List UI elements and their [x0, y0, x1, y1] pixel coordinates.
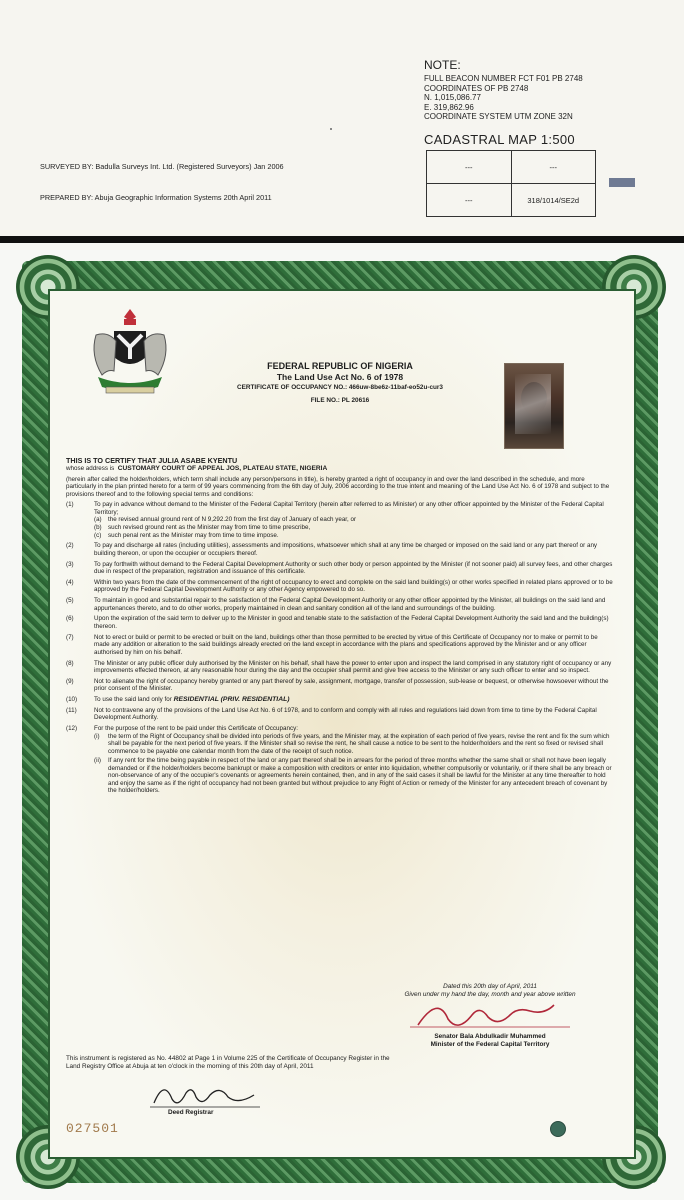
table-cell: --- [511, 151, 596, 184]
note-line: COORDINATE SYSTEM UTM ZONE 32N [424, 112, 573, 121]
dated-line: Dated this 20th day of April, 2011 [443, 983, 537, 990]
clause-11 [66, 707, 614, 722]
serial-number: 027501 [66, 1121, 119, 1136]
clause-text: To pay in advance without demand to the Minister of the Federal Capital Territory (herein after referred to as Minister) or any other officer appointed by the Minister of the Federal Capital Territory; [94, 501, 604, 516]
clause-10 [66, 696, 614, 704]
signer-block [380, 1033, 600, 1049]
clause-number: (1) [66, 501, 74, 509]
clause-text: To pay forthwith without demand to the Federal Capital Development Authority or such other body or person appointed by the Minister (if not sooner paid) all survey fees, and other charges due in respect of the preparation, registration and issuance of this certificate. [94, 560, 613, 576]
header-country: FEDERAL REPUBLIC OF NIGERIA [267, 361, 413, 371]
security-seal-icon [550, 1121, 566, 1137]
land-use-prefix: To use the said land only for [94, 696, 172, 704]
cadastral-map-sheet [0, 0, 684, 236]
color-chip [609, 178, 635, 187]
holder-photo [504, 363, 564, 449]
coat-of-arms-icon [84, 305, 176, 397]
surveyed-by: SURVEYED BY: Badulla Surveys Int. Ltd. (Registered Surveyors) Jan 2006 [40, 162, 284, 171]
sub-text: such revised ground rent as the Minister may from time to time prescribe, [108, 524, 311, 532]
clause-9 [66, 678, 614, 693]
certificate-of-occupancy [0, 243, 684, 1200]
clause-text: To pay and discharge all rates (including utilities), assessments and impositions, whatsoever which shall at any time be charged or imposed on the said land or any part thereof or any building thereon, or upon the occupier or occupiers thereof. [94, 542, 598, 557]
clause-text: Not to erect or build or permit to be erected or built on the land, buildings other than those permitted to be erected by virtue of this Certificate of Occupancy nor to make or permit to be made any addition or alteration to the said buildings already erected on the land except in accordance with the plans and specifications approved by the Minister and or any officer authorised by him on his behalf. [94, 633, 598, 656]
address-line [66, 465, 614, 473]
table-cell: --- [427, 184, 512, 217]
signer-name: Senator Bala Abdulkadir Muhammed [434, 1033, 546, 1040]
signer-title: Minister of the Federal Capital Territory [430, 1041, 550, 1048]
photo-glare [515, 374, 551, 434]
clause-text: Not to alienate the right of occupancy hereby granted or any part thereof by sale, assignment, mortgage, transfer of possession, sub-lease or bequest, or otherwise howsoever without the prior consent of the Minister. [94, 677, 609, 693]
clause-text: For the purpose of the rent to be paid under this Certificate of Occupancy: [94, 725, 298, 733]
sub-clause [94, 532, 614, 540]
note-line: N. 1,015,086.77 [424, 93, 481, 102]
sub-number: (a) [94, 516, 102, 524]
sub-number: (ii) [94, 757, 101, 765]
clause-5 [66, 597, 614, 612]
sub-text: If any rent for the time being payable in respect of the land or any part thereof shall be in arrears for the period of three months whether the same shall or shall not have been legally demanded or if the holder/holders become bankrupt or make a composition with creditors or enter into liquidation, whether compulsorily or voluntarily, or if there shall be any breach or non-observance of any of the occupier's covenants or agreements herein contained, then, and in any of the said cases it shall be lawful for the Minister at any time thereafter to hold and enjoy the same as if the right of occupancy had not been granted but without prejudice to any Right of Action or remedy of the Minister for any antecedent breach of covenant by the holder/holders. [108, 757, 612, 795]
clause-number: (12) [66, 725, 78, 733]
clause-number: (3) [66, 560, 74, 568]
note-line: COORDINATES OF PB 2748 [424, 83, 529, 93]
clause-6 [66, 615, 614, 630]
table-cell: --- [427, 151, 512, 184]
clause-4 [66, 579, 614, 594]
page-divider [0, 236, 684, 243]
note-title: NOTE: [424, 58, 461, 72]
cadastral-map-title: CADASTRAL MAP 1:500 [424, 132, 575, 147]
registration-note: This instrument is registered as No. 44802 at Page 1 in Volume 225 of the Certificate of Occupancy Register in the Land Registry Office at Abuja at ten o'clock in the morning of this 20th day of April, 2011 [66, 1055, 390, 1070]
land-use-type: RESIDENTIAL (PRIV. RESIDENTIAL) [173, 696, 290, 704]
holder-address: CUSTOMARY COURT OF APPEAL JOS, PLATEAU STATE, NIGERIA [117, 465, 328, 472]
clause-number: (4) [66, 578, 74, 586]
cadastral-table [426, 150, 596, 217]
minister-signature [400, 999, 580, 1031]
clause-8 [66, 660, 614, 675]
note-line: E. 319,862.96 [424, 102, 474, 112]
map-dot [330, 128, 332, 130]
sub-number: (b) [94, 524, 102, 532]
sub-clause [94, 733, 614, 756]
clause-text: Upon the expiration of the said term to deliver up to the Minister in good and tenable state to the satisfaction of the Federal Capital Development Authority the said land and the building(s) thereon. [94, 615, 609, 630]
certificate-body [66, 456, 614, 795]
file-number: FILE NO.: PL 20616 [310, 397, 370, 404]
sub-text: the term of the Right of Occupancy shall be divided into periods of five years, and the Minister may, at the expiration of each period of five years, revise the rent and fix the sum which shall be payable for the next period of five years. If the Minister shall so revise the rent, he shall cause a notice to be sent to the holder/holders and the rent so fixed or revised shall commence to be payable one calendar month from the date of the receipt of such notice. [108, 732, 610, 755]
clause-number: (2) [66, 542, 74, 550]
sub-text: such penal rent as the Minister may from time to time impose. [108, 531, 279, 539]
dated-block [380, 983, 600, 999]
certify-line: THIS IS TO CERTIFY THAT JULIA ASABE KYENTU [66, 456, 238, 465]
clause-text: To maintain in good and substantial repair to the satisfaction of the Federal Capital Development Authority or any other officer appointed by the Minister, all buildings on the said land and appurtenances thereto, and to do other works, properly maintained in clean and sanitary condition all of the land and surroundings of the building. [94, 597, 606, 612]
sub-clause [94, 524, 614, 532]
clause-text: Not to contravene any of the provisions of the Land Use Act No. 6 of 1978, and to conform and comply with all rules and regulations laid down from time to time by the Federal Capital Development Authority. [94, 706, 597, 722]
address-prefix: whose address is [66, 465, 115, 472]
clause-text: The Minister or any public officer duly authorised by the Minister on his behalf, shall have the power to enter upon and inspect the land comprised in any statutory right of occupancy or any improvements effected thereon, at any reasonable hour during the day and the occupier shall permit and give free access to the Minister or any such officer to enter and so inspect. [94, 659, 612, 675]
clause-12 [66, 725, 614, 795]
clause-number: (8) [66, 659, 74, 667]
sub-text: the revised annual ground rent of N 9,292.20 from the first day of January of each year, or [108, 516, 357, 524]
prepared-by: PREPARED BY: Abuja Geographic Information Systems 20th April 2011 [40, 193, 272, 202]
clause-number: (7) [66, 633, 74, 641]
note-block [424, 58, 644, 122]
certificate-number: CERTIFICATE OF OCCUPANCY NO.: 466uw-8be6z-11baf-eo52u-cur3 [237, 384, 443, 391]
sub-clause [94, 757, 614, 795]
given-line: Given under my hand the day, month and year above written [404, 991, 576, 998]
table-row [427, 184, 596, 217]
table-row [427, 151, 596, 184]
clause-number: (6) [66, 615, 74, 623]
clause-2 [66, 542, 614, 557]
clause-3 [66, 561, 614, 576]
sub-number: (c) [94, 531, 102, 539]
clause-text: Within two years from the date of the commencement of the right of occupancy to erect and complete on the said land building(s) or other works specified in related plans approved or to be approved by the Federal Capital Development Authority or any other Agency empowered to do so. [94, 578, 613, 594]
sub-number: (i) [94, 732, 100, 740]
header-act: The Land Use Act No. 6 of 1978 [276, 372, 404, 382]
table-cell: 318/1014/SE2d [511, 184, 596, 217]
clause-7 [66, 634, 614, 657]
registrar-signature [146, 1081, 266, 1111]
deed-registrar-label: Deed Registrar [168, 1109, 214, 1116]
clause-text [94, 696, 614, 704]
preamble: (herein after called the holder/holders, which term shall include any person/persons in title), is hereby granted a right of occupancy in and over the land described in the schedule, and more particularly in the plan printed hereto for a term of 99 years commencing from the 6th day of July, 2006 according to the true intent and meaning of the Land Use Act No. 6 of 1978 and subject to the provisions thereof and to the following special terms and conditions: [66, 475, 610, 498]
clause-number: (10) [66, 696, 78, 704]
clause-number: (9) [66, 677, 74, 685]
clause-1 [66, 501, 614, 539]
sub-clause [94, 516, 614, 524]
clause-number: (11) [66, 706, 77, 714]
note-line: FULL BEACON NUMBER FCT F01 PB 2748 [424, 74, 583, 83]
clause-number: (5) [66, 597, 74, 605]
